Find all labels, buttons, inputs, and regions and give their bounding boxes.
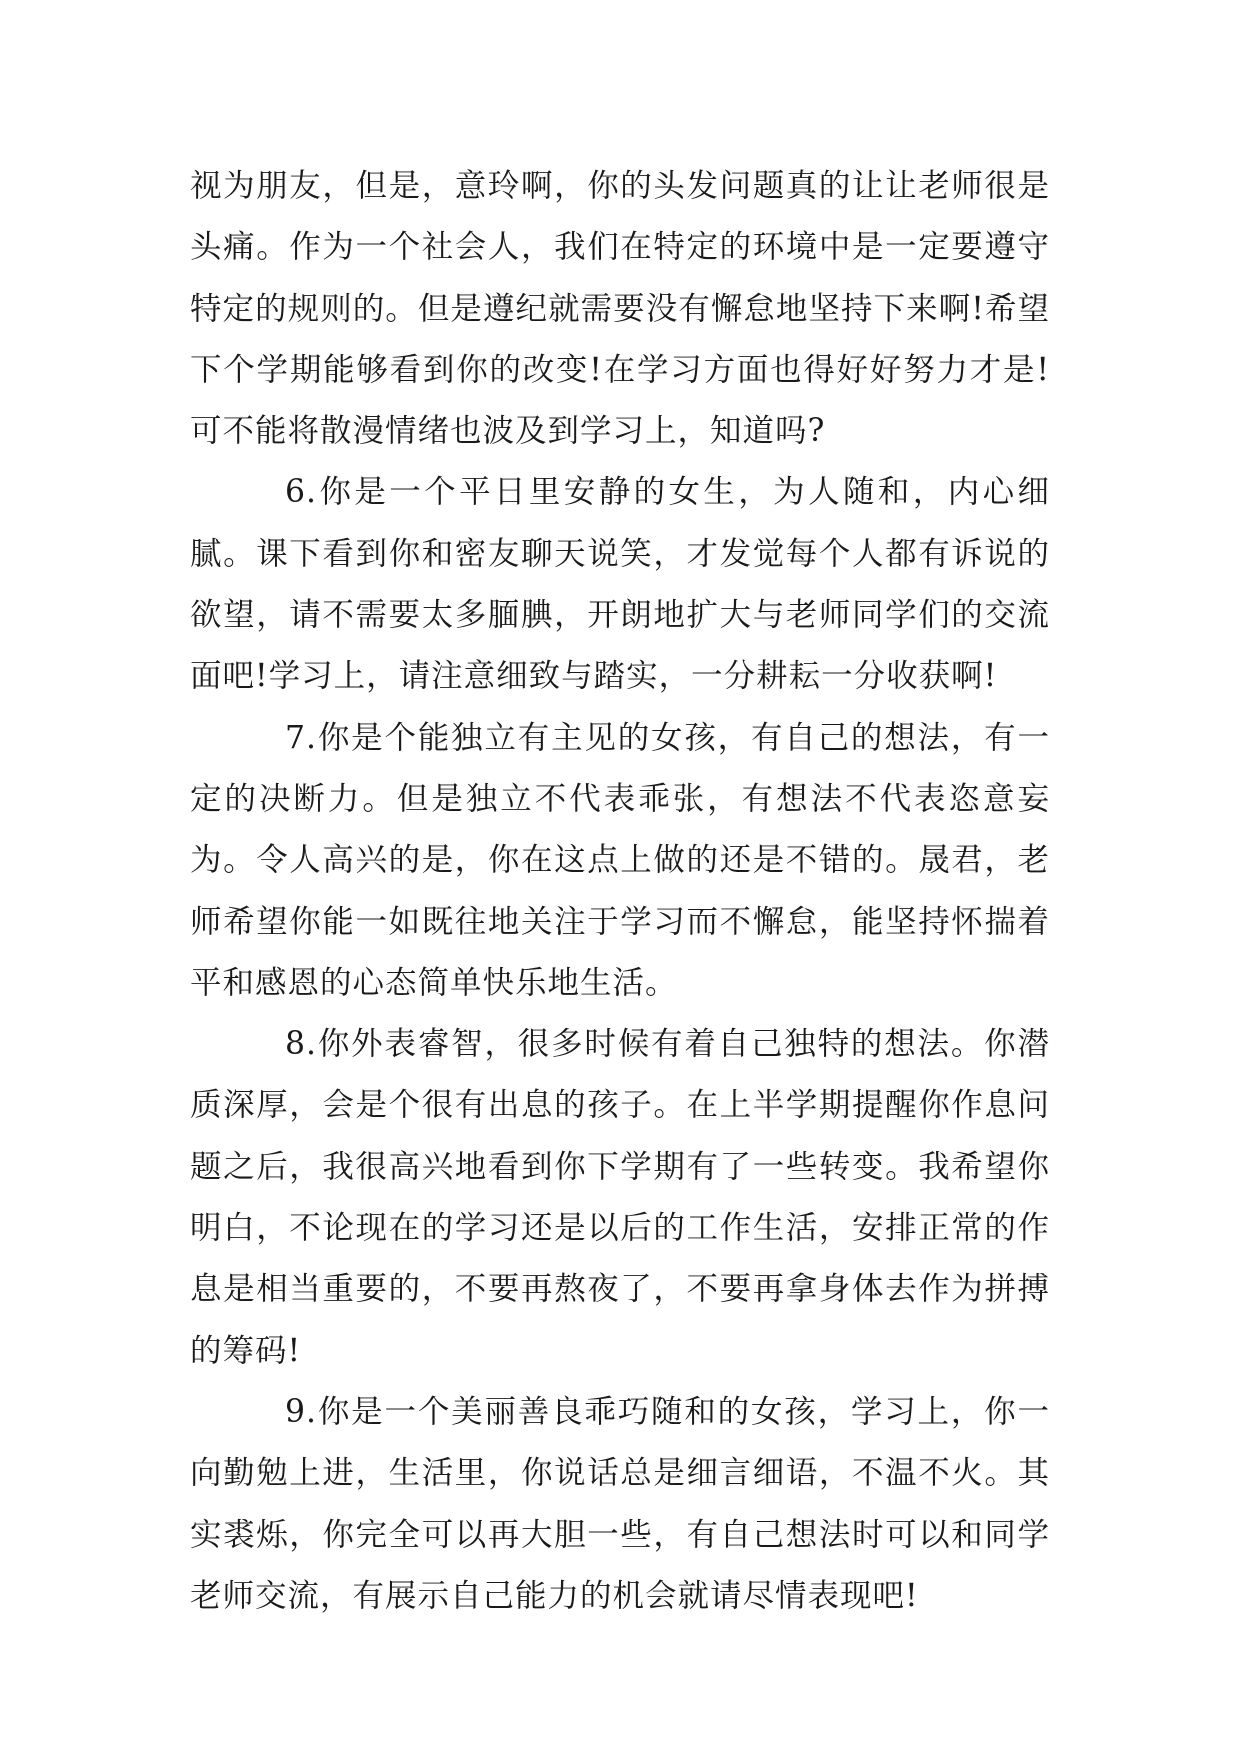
paragraph-continued: 视为朋友，但是，意玲啊，你的头发问题真的让让老师很是头痛。作为一个社会人，我们在特定的环境中是一定要遵守特定的规则的。但是遵纪就需要没有懈怠地坚持下来啊!希望下个学期能够看到你的改变!在学习方面也得好好努力才是!可不能将散漫情绪也波及到学习上，知道吗? — [190, 168, 1050, 450]
paragraph-comment-7: 7.你是个能独立有主见的女孩，有自己的想法，有一定的决断力。但是独立不代表乖张，有想法不代表恣意妄为。令人高兴的是，你在这点上做的还是不错的。晟君，老师希望你能一如既往地关注于学习而不懈怠，能坚持怀揣着平和感恩的心态简单快乐地生活。 — [190, 719, 1050, 1001]
document-body — [190, 156, 1050, 1627]
paragraph-comment-8: 8.你外表睿智，很多时候有着自己独特的想法。你潜质深厚，会是个很有出息的孩子。在上半学期提醒你作息问题之后，我很高兴地看到你下学期有了一些转变。我希望你明白，不论现在的学习还是以后的工作生活，安排正常的作息是相当重要的，不要再熬夜了，不要再拿身体去作为拼搏的筹码! — [190, 1026, 1050, 1369]
paragraph-comment-6: 6.你是一个平日里安静的女生，为人随和，内心细腻。课下看到你和密友聊天说笑，才发觉每个人都有诉说的欲望，请不需要太多腼腆，开朗地扩大与老师同学们的交流面吧!学习上，请注意细致与踏实，一分耕耘一分收获啊! — [190, 474, 1050, 695]
paragraph-comment-9: 9.你是一个美丽善良乖巧随和的女孩，学习上，你一向勤勉上进，生活里，你说话总是细言细语，不温不火。其实裘烁，你完全可以再大胆一些，有自己想法时可以和同学老师交流，有展示自己能力的机会就请尽情表现吧! — [190, 1393, 1050, 1614]
